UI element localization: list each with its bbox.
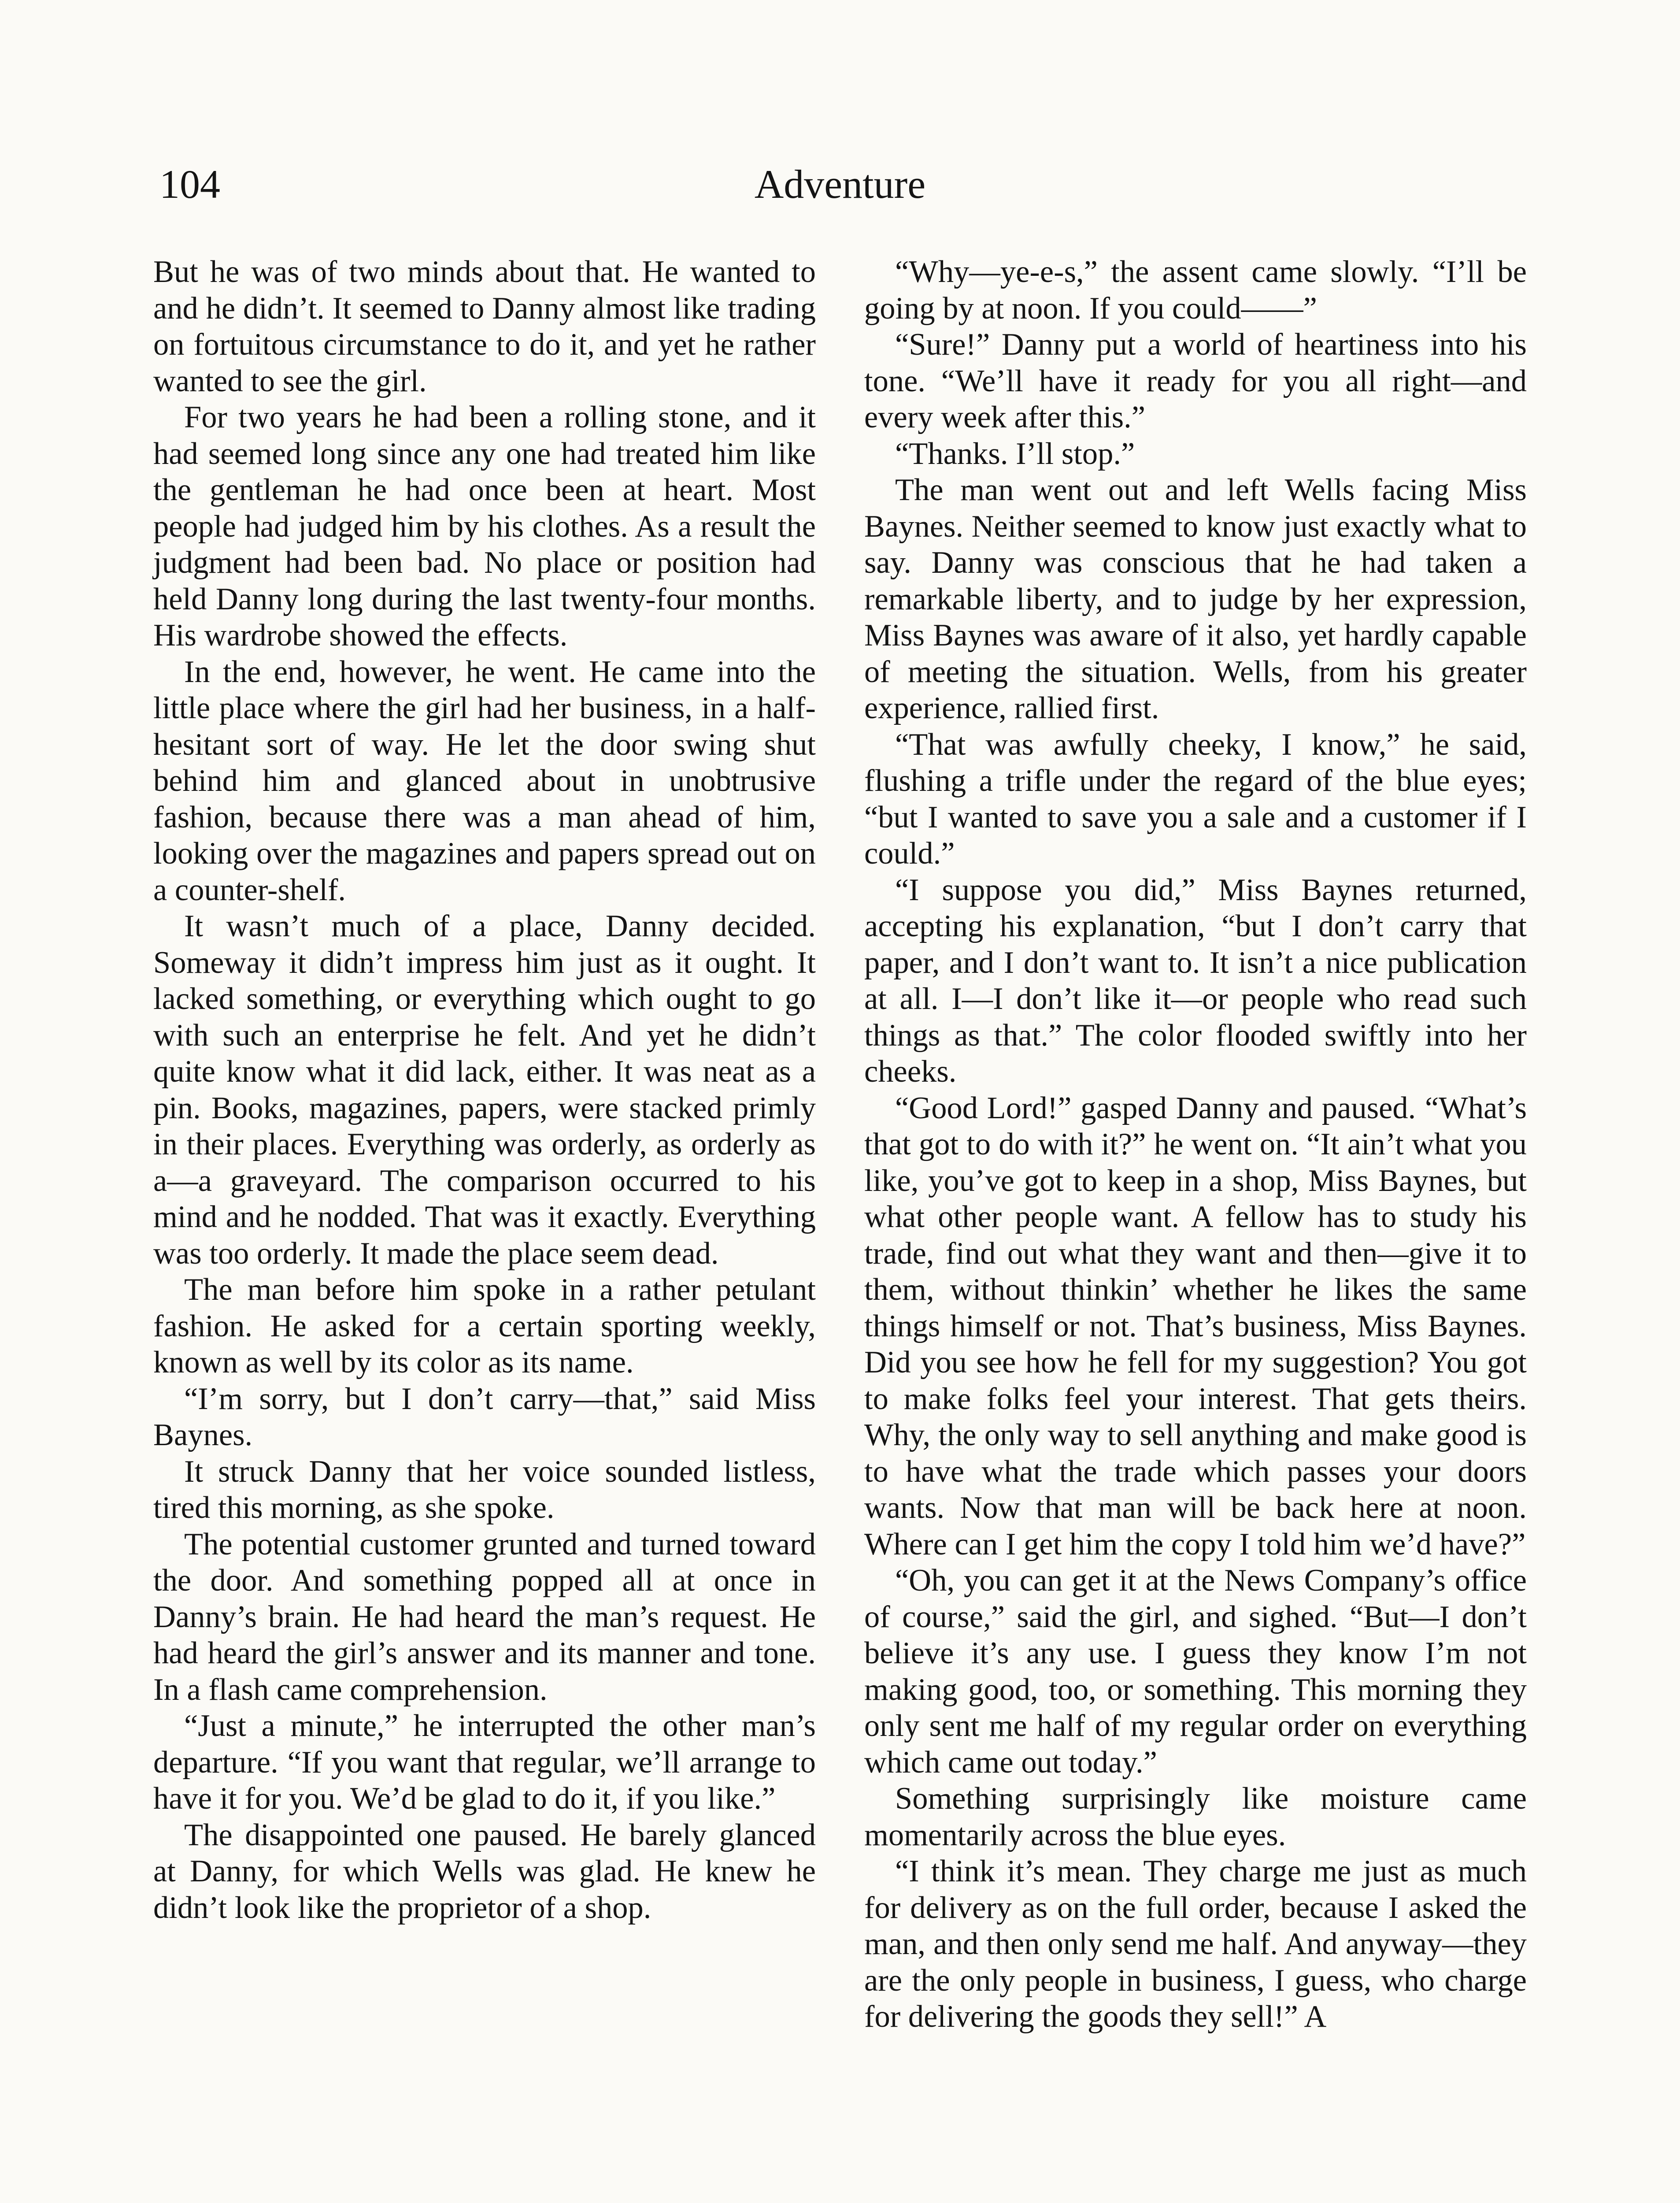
paragraph: “Just a minute,” he interrupted the other man’s departure. “If you want that regular, we’ll arrange to have it for you. We’d be glad to do it, if you like.”	[153, 1709, 816, 1816]
paragraph: “Why—ye-e-s,” the assent came slowly. “I’ll be going by at noon. If you could——”	[864, 255, 1527, 326]
paragraph: The potential customer grunted and turned toward the door. And something popped all at once in Danny’s brain. He had heard the man’s request. He had heard the girl’s answer and its manner and tone. In a flash came comprehension.	[153, 1527, 816, 1707]
paragraph: Something surprisingly like moisture came momentarily across the blue eyes.	[864, 1781, 1527, 1852]
left-text-column	[153, 254, 816, 1926]
paragraph: It struck Danny that her voice sounded listless, tired this morning, as she spoke.	[153, 1454, 816, 1525]
paragraph: “Thanks. I’ll stop.”	[895, 436, 1135, 471]
paragraph: In the end, however, he went. He came into the little place where the girl had her business, in a half-hesitant sort of way. He let the door swing shut behind him and glanced about in unobtrusive fashion, because there was a man ahead of him, looking over the magazines and papers spread out on a counter-shelf.	[153, 654, 816, 907]
paragraph: The man went out and left Wells facing Miss Baynes. Neither seemed to know just exactly what to say. Danny was conscious that he had taken a remarkable liberty, and to judge by her expression, Miss Baynes was aware of it also, yet hardly capable of meeting the situation. Wells, from his greater experience, rallied first.	[864, 473, 1527, 725]
paragraph: “I think it’s mean. They charge me just as much for delivery as on the full order, because I asked the man, and then only send me half. And anyway—they are the only people in business, I guess, who charge for delivering the goods they sell!” A	[864, 1854, 1527, 2034]
right-text-column	[864, 254, 1527, 2035]
paragraph: “Good Lord!” gasped Danny and paused. “What’s that got to do with it?” he went on. “It ain’t what you like, you’ve got to keep in a shop, Miss Baynes, but what other people want. A fellow has to study his trade, find out what they want and then—give it to them, without thinkin’ whether he likes the same things himself or not. That’s business, Miss Baynes. Did you see how he fell for my suggestion? You got to make folks feel your interest. That gets theirs. Why, the only way to sell anything and make good is to have what the trade which passes your doors wants. Now that man will be back here at noon. Where can I get him the copy I told him we’d have?”	[864, 1090, 1527, 1561]
paragraph: “Sure!” Danny put a world of heartiness into his tone. “We’ll have it ready for you all right—and every week after this.”	[864, 327, 1527, 434]
paragraph: “Oh, you can get it at the News Company’s office of course,” said the girl, and sighed. “But—I don’t believe it’s any use. I guess they know I’m not making good, too, or something. This morning they only sent me half of my regular order on everything which came out today.”	[864, 1563, 1527, 1780]
paragraph: The man before him spoke in a rather petulant fashion. He asked for a certain sporting weekly, known as well by its color as its name.	[153, 1272, 816, 1380]
paragraph: “I suppose you did,” Miss Baynes returned, accepting his explanation, “but I don’t carry that paper, and I don’t want to. It isn’t a nice publication at all. I—I don’t like it—or people who read such things as that.” The color flooded swiftly into her cheeks.	[864, 872, 1527, 1089]
paragraph: For two years he had been a rolling stone, and it had seemed long since any one had treated him like the gentleman he had once been at heart. Most people had judged him by his clothes. As a result the judgment had been bad. No place or position had held Danny long during the last twenty-four months. His wardrobe showed the effects.	[153, 400, 816, 653]
paragraph: “That was awfully cheeky, I know,” he said, flushing a trifle under the regard of the blue eyes; “but I wanted to save you a sale and a customer if I could.”	[864, 727, 1527, 871]
paragraph: The disappointed one paused. He barely glanced at Danny, for which Wells was glad. He knew he didn’t look like the proprietor of a shop.	[153, 1817, 816, 1925]
page-number: 104	[159, 162, 220, 207]
paragraph: But he was of two minds about that. He wanted to and he didn’t. It seemed to Danny almost like trading on fortuitous circumstance to do it, and yet he rather wanted to see the girl.	[153, 255, 816, 398]
running-head-title: Adventure	[754, 162, 926, 207]
paragraph: “I’m sorry, but I don’t carry—that,” said Miss Baynes.	[153, 1381, 816, 1452]
paragraph: It wasn’t much of a place, Danny decided. Someway it didn’t impress him just as it ought. It lacked something, or everything which ought to go with such an enterprise he felt. And yet he didn’t quite know what it did lack, either. It was neat as a pin. Books, magazines, papers, were stacked primly in their places. Everything was orderly, as orderly as a—a graveyard. The comparison occurred to his mind and he nodded. That was it exactly. Everything was too orderly. It made the place seem dead.	[153, 909, 816, 1271]
